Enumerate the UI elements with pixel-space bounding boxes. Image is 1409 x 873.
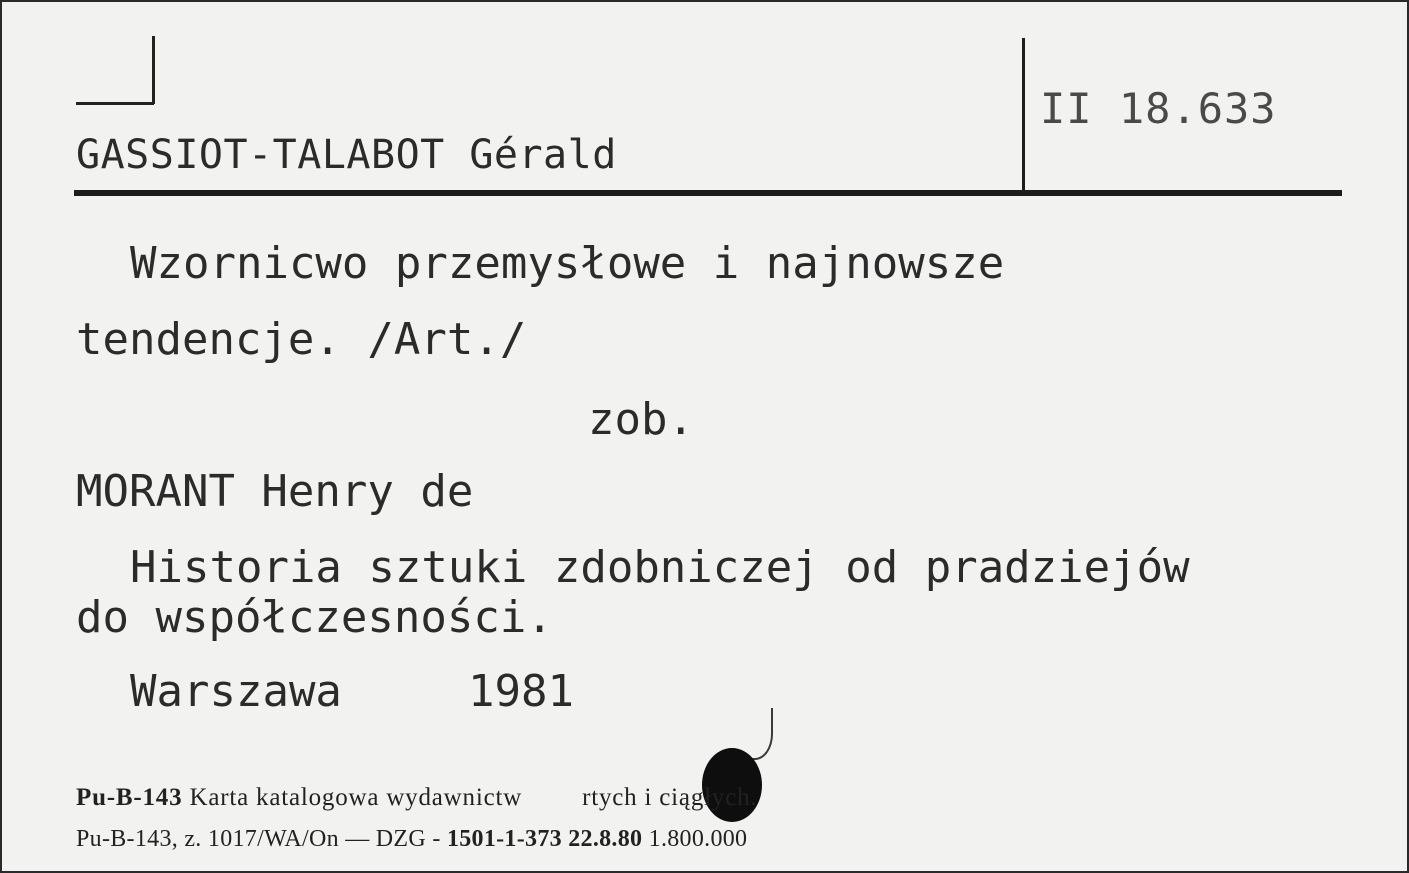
reference-place: Warszawa (130, 666, 342, 717)
imprint-code: Pu-B-143 (76, 784, 183, 811)
imprint-text-2: z. 1017/WA/On — DZG - (184, 826, 441, 852)
reference-title-line-1: Historia sztuki zdobniczej od pradziejów (130, 542, 1190, 593)
header-rule (74, 190, 1342, 196)
header-divider (1022, 38, 1025, 194)
imprint-code-2: Pu-B-143, (76, 826, 179, 852)
author-heading: GASSIOT-TALABOT Gérald (76, 132, 617, 178)
imprint-count: 1.800.000 (648, 826, 748, 852)
title-line-1: Wzornicwo przemysłowe i najnowsze (130, 238, 1005, 289)
call-number: II 18.633 (1040, 84, 1277, 133)
imprint-tail: rtych i ciągłych. (582, 784, 758, 811)
title-line-2: tendencje. /Art./ (76, 314, 527, 365)
reference-title-line-2: do współczesności. (76, 592, 553, 643)
see-also-label: zob. (588, 394, 694, 445)
reference-author: MORANT Henry de (76, 466, 474, 517)
imprint-text: Karta katalogowa wydawnictw (189, 784, 523, 811)
reference-year: 1981 (468, 666, 574, 717)
imprint-line-1 (76, 784, 757, 812)
imprint-line-2 (76, 826, 747, 853)
filing-mark-vertical (152, 36, 155, 104)
imprint-print-run: 1501-1-373 22.8.80 (446, 826, 643, 852)
filing-mark-horizontal (76, 102, 154, 105)
